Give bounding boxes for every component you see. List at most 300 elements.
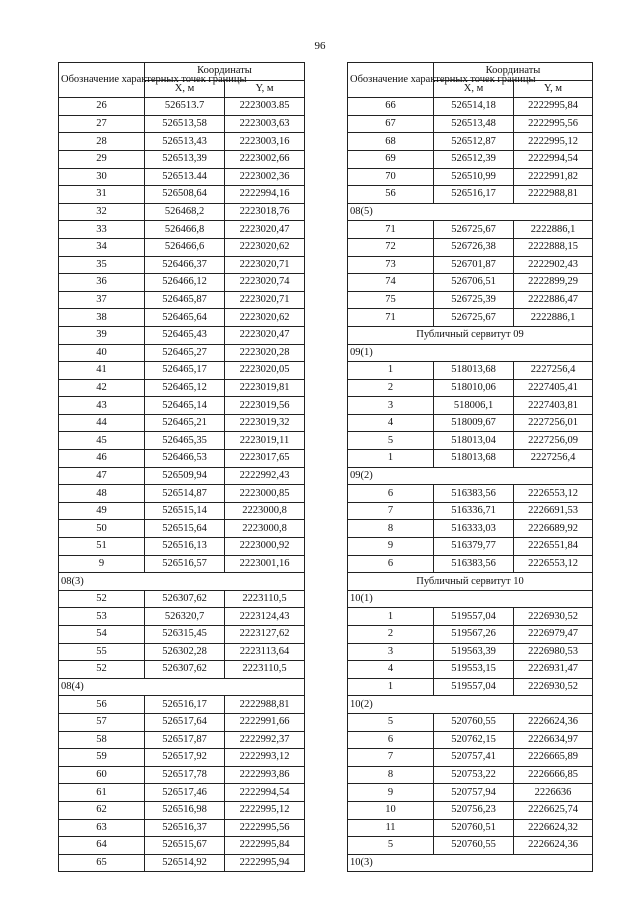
group-row	[348, 696, 593, 714]
table-row	[59, 133, 305, 151]
x-coordinate: 526307,62	[145, 590, 225, 608]
table-row	[59, 467, 305, 485]
x-coordinate: 519553,15	[434, 661, 514, 679]
group-row	[348, 854, 593, 872]
y-coordinate: 2222995,56	[514, 115, 593, 133]
y-coordinate: 2227256,09	[514, 432, 593, 450]
table-row	[59, 309, 305, 327]
point-number: 49	[59, 502, 145, 520]
table-row	[348, 766, 593, 784]
y-coordinate: 2226624,36	[514, 713, 593, 731]
x-coordinate: 518013,68	[434, 450, 514, 468]
table-row	[59, 696, 305, 714]
x-coordinate: 526465,12	[145, 379, 225, 397]
point-number: 40	[59, 344, 145, 362]
x-coordinate: 526466,8	[145, 221, 225, 239]
y-coordinate: 2222992,37	[225, 731, 305, 749]
point-number: 6	[348, 485, 434, 503]
x-coordinate: 526517,78	[145, 766, 225, 784]
y-coordinate: 2226553,12	[514, 555, 593, 573]
point-number: 9	[59, 555, 145, 573]
table-row	[348, 186, 593, 204]
table-row	[59, 626, 305, 644]
table-row	[59, 115, 305, 133]
y-coordinate: 2226551,84	[514, 538, 593, 556]
table-row	[348, 115, 593, 133]
x-coordinate: 520753,22	[434, 766, 514, 784]
point-number: 53	[59, 608, 145, 626]
y-coordinate: 2227256,01	[514, 414, 593, 432]
y-coordinate: 2222995,84	[514, 98, 593, 116]
x-coordinate: 526515,67	[145, 837, 225, 855]
table-row	[348, 133, 593, 151]
y-coordinate: 2222988,81	[225, 696, 305, 714]
x-coordinate: 516336,71	[434, 502, 514, 520]
point-number: 63	[59, 819, 145, 837]
point-number: 37	[59, 291, 145, 309]
table-row	[59, 555, 305, 573]
group-row	[348, 590, 593, 608]
x-coordinate: 526510,99	[434, 168, 514, 186]
x-coordinate: 520760,55	[434, 837, 514, 855]
table-row	[59, 538, 305, 556]
point-number: 7	[348, 502, 434, 520]
point-number: 9	[348, 538, 434, 556]
x-coordinate: 526516,98	[145, 801, 225, 819]
x-coordinate: 526466,12	[145, 274, 225, 292]
table-row	[59, 837, 305, 855]
section-title: Публичный сервитут 09	[348, 326, 593, 344]
y-coordinate: 2223019,81	[225, 379, 305, 397]
y-coordinate: 2222991,82	[514, 168, 593, 186]
y-coordinate: 2223000,8	[225, 520, 305, 538]
point-number: 33	[59, 221, 145, 239]
point-number: 1	[348, 362, 434, 380]
y-coordinate: 2226980,53	[514, 643, 593, 661]
y-coordinate: 2226624,32	[514, 819, 593, 837]
y-coordinate: 2223019,32	[225, 414, 305, 432]
right-coordinates-table	[347, 62, 593, 872]
point-number: 71	[348, 309, 434, 327]
table-row	[59, 274, 305, 292]
x-coordinate: 519557,04	[434, 608, 514, 626]
table-row	[59, 819, 305, 837]
x-coordinate: 518009,67	[434, 414, 514, 432]
y-coordinate: 2227256,4	[514, 450, 593, 468]
table-row	[348, 98, 593, 116]
x-coordinate: 526517,92	[145, 749, 225, 767]
table-row	[59, 291, 305, 309]
point-number: 4	[348, 414, 434, 432]
table-row	[59, 854, 305, 872]
header-coordinates: Координаты	[145, 63, 305, 81]
table-row	[59, 238, 305, 256]
x-coordinate: 526513.7	[145, 98, 225, 116]
table-row	[59, 203, 305, 221]
x-coordinate: 526465,64	[145, 309, 225, 327]
x-coordinate: 526514,92	[145, 854, 225, 872]
x-coordinate: 526725,39	[434, 291, 514, 309]
point-number: 48	[59, 485, 145, 503]
table-row	[59, 485, 305, 503]
y-coordinate: 2226666,85	[514, 766, 593, 784]
x-coordinate: 526302,28	[145, 643, 225, 661]
table-row	[348, 309, 593, 327]
table-row	[59, 643, 305, 661]
table-row	[59, 256, 305, 274]
x-coordinate: 516379,77	[434, 538, 514, 556]
table-row	[348, 168, 593, 186]
table-row	[348, 414, 593, 432]
header-x: X, м	[145, 80, 225, 98]
point-number: 36	[59, 274, 145, 292]
x-coordinate: 526465,27	[145, 344, 225, 362]
table-row	[348, 749, 593, 767]
table-row	[348, 731, 593, 749]
x-coordinate: 526513,48	[434, 115, 514, 133]
y-coordinate: 2223001,16	[225, 555, 305, 573]
point-number: 42	[59, 379, 145, 397]
table-row	[348, 801, 593, 819]
y-coordinate: 2223127,62	[225, 626, 305, 644]
table-row	[59, 344, 305, 362]
table-row	[348, 362, 593, 380]
y-coordinate: 2223020,47	[225, 221, 305, 239]
point-number: 54	[59, 626, 145, 644]
point-number: 29	[59, 150, 145, 168]
point-number: 68	[348, 133, 434, 151]
point-number: 61	[59, 784, 145, 802]
point-number: 6	[348, 555, 434, 573]
group-label: 08(5)	[348, 203, 593, 221]
section-row	[348, 573, 593, 591]
x-coordinate: 518006,1	[434, 397, 514, 415]
y-coordinate: 2223018,76	[225, 203, 305, 221]
table-row	[348, 555, 593, 573]
y-coordinate: 2222888,15	[514, 238, 593, 256]
point-number: 3	[348, 397, 434, 415]
point-number: 56	[348, 186, 434, 204]
table-row	[348, 274, 593, 292]
y-coordinate: 2226691,53	[514, 502, 593, 520]
x-coordinate: 526516,57	[145, 555, 225, 573]
table-row	[348, 432, 593, 450]
y-coordinate: 2223019,11	[225, 432, 305, 450]
left-coordinates-table	[58, 62, 305, 872]
group-row	[348, 344, 593, 362]
x-coordinate: 520756,23	[434, 801, 514, 819]
table-row	[348, 485, 593, 503]
x-coordinate: 526465,35	[145, 432, 225, 450]
y-coordinate: 2227405,41	[514, 379, 593, 397]
y-coordinate: 2223020,62	[225, 238, 305, 256]
y-coordinate: 2222899,29	[514, 274, 593, 292]
y-coordinate: 2222995,12	[514, 133, 593, 151]
table-row	[59, 414, 305, 432]
x-coordinate: 526512,87	[434, 133, 514, 151]
table-row	[348, 713, 593, 731]
x-coordinate: 526307,62	[145, 661, 225, 679]
point-number: 43	[59, 397, 145, 415]
table-row	[59, 661, 305, 679]
table-row	[59, 749, 305, 767]
table-row	[348, 608, 593, 626]
x-coordinate: 526515,14	[145, 502, 225, 520]
table-row	[348, 502, 593, 520]
point-number: 71	[348, 221, 434, 239]
x-coordinate: 519557,04	[434, 678, 514, 696]
table-row	[348, 661, 593, 679]
table-row	[59, 379, 305, 397]
y-coordinate: 2222988,81	[514, 186, 593, 204]
y-coordinate: 2223020,71	[225, 256, 305, 274]
point-number: 56	[59, 696, 145, 714]
point-number: 46	[59, 450, 145, 468]
point-number: 4	[348, 661, 434, 679]
y-coordinate: 2223003.85	[225, 98, 305, 116]
x-coordinate: 526466,53	[145, 450, 225, 468]
point-number: 27	[59, 115, 145, 133]
y-coordinate: 2222886,1	[514, 221, 593, 239]
point-number: 45	[59, 432, 145, 450]
point-number: 26	[59, 98, 145, 116]
point-number: 52	[59, 661, 145, 679]
y-coordinate: 2222886,1	[514, 309, 593, 327]
x-coordinate: 520760,51	[434, 819, 514, 837]
y-coordinate: 2226930,52	[514, 608, 593, 626]
point-number: 1	[348, 678, 434, 696]
point-number: 65	[59, 854, 145, 872]
y-coordinate: 2222995,84	[225, 837, 305, 855]
header-x: X, м	[434, 80, 514, 98]
y-coordinate: 2223110,5	[225, 661, 305, 679]
y-coordinate: 2223000,8	[225, 502, 305, 520]
point-number: 39	[59, 326, 145, 344]
header-y: Y, м	[225, 80, 305, 98]
y-coordinate: 2223020,05	[225, 362, 305, 380]
table-row	[348, 837, 593, 855]
x-coordinate: 519567,26	[434, 626, 514, 644]
point-number: 8	[348, 520, 434, 538]
x-coordinate: 526516,17	[434, 186, 514, 204]
x-coordinate: 518013,04	[434, 432, 514, 450]
section-row	[348, 326, 593, 344]
point-number: 1	[348, 608, 434, 626]
section-title: Публичный сервитут 10	[348, 573, 593, 591]
table-row	[59, 801, 305, 819]
table-row	[348, 150, 593, 168]
y-coordinate: 2226636	[514, 784, 593, 802]
table-row	[59, 432, 305, 450]
point-number: 55	[59, 643, 145, 661]
group-row	[59, 573, 305, 591]
point-number: 51	[59, 538, 145, 556]
table-row	[59, 608, 305, 626]
point-number: 7	[348, 749, 434, 767]
y-coordinate: 2223002,66	[225, 150, 305, 168]
y-coordinate: 2223124,43	[225, 608, 305, 626]
x-coordinate: 526516,13	[145, 538, 225, 556]
table-row	[348, 678, 593, 696]
group-label: 09(2)	[348, 467, 593, 485]
y-coordinate: 2226625,74	[514, 801, 593, 819]
point-number: 62	[59, 801, 145, 819]
y-coordinate: 2226634,97	[514, 731, 593, 749]
point-number: 28	[59, 133, 145, 151]
point-number: 75	[348, 291, 434, 309]
x-coordinate: 526517,64	[145, 713, 225, 731]
table-row	[59, 520, 305, 538]
group-label: 08(4)	[59, 678, 305, 696]
x-coordinate: 526468,2	[145, 203, 225, 221]
point-number: 67	[348, 115, 434, 133]
point-number: 47	[59, 467, 145, 485]
x-coordinate: 520757,94	[434, 784, 514, 802]
table-row	[348, 643, 593, 661]
group-label: 10(3)	[348, 854, 593, 872]
table-row	[348, 626, 593, 644]
table-row	[59, 98, 305, 116]
point-number: 60	[59, 766, 145, 784]
table-row	[348, 819, 593, 837]
point-number: 11	[348, 819, 434, 837]
y-coordinate: 2223020,71	[225, 291, 305, 309]
x-coordinate: 526725,67	[434, 309, 514, 327]
x-coordinate: 526465,87	[145, 291, 225, 309]
y-coordinate: 2226930,52	[514, 678, 593, 696]
point-number: 9	[348, 784, 434, 802]
x-coordinate: 526513,58	[145, 115, 225, 133]
point-number: 10	[348, 801, 434, 819]
y-coordinate: 2227256,4	[514, 362, 593, 380]
point-number: 35	[59, 256, 145, 274]
x-coordinate: 526465,43	[145, 326, 225, 344]
x-coordinate: 520760,55	[434, 713, 514, 731]
x-coordinate: 526320,7	[145, 608, 225, 626]
group-label: 09(1)	[348, 344, 593, 362]
point-number: 74	[348, 274, 434, 292]
y-coordinate: 2222995,94	[225, 854, 305, 872]
x-coordinate: 526465,14	[145, 397, 225, 415]
x-coordinate: 516333,03	[434, 520, 514, 538]
page-number: 96	[314, 40, 326, 52]
table-row	[348, 256, 593, 274]
y-coordinate: 2223020,47	[225, 326, 305, 344]
table-row	[59, 713, 305, 731]
y-coordinate: 2227403,81	[514, 397, 593, 415]
x-coordinate: 526465,21	[145, 414, 225, 432]
point-number: 64	[59, 837, 145, 855]
header-coordinates: Координаты	[434, 63, 593, 81]
y-coordinate: 2226979,47	[514, 626, 593, 644]
table-row	[59, 731, 305, 749]
point-number: 5	[348, 713, 434, 731]
table-row	[59, 766, 305, 784]
x-coordinate: 526466,6	[145, 238, 225, 256]
y-coordinate: 2223000,92	[225, 538, 305, 556]
header-y: Y, м	[514, 80, 593, 98]
y-coordinate: 2223113,64	[225, 643, 305, 661]
y-coordinate: 2223020,74	[225, 274, 305, 292]
x-coordinate: 526517,87	[145, 731, 225, 749]
table-row	[59, 221, 305, 239]
x-coordinate: 526701,87	[434, 256, 514, 274]
table-row	[348, 291, 593, 309]
x-coordinate: 526513.44	[145, 168, 225, 186]
x-coordinate: 526508,64	[145, 186, 225, 204]
x-coordinate: 516383,56	[434, 555, 514, 573]
table-row	[348, 221, 593, 239]
x-coordinate: 526516,37	[145, 819, 225, 837]
x-coordinate: 520762,15	[434, 731, 514, 749]
x-coordinate: 526466,37	[145, 256, 225, 274]
point-number: 5	[348, 432, 434, 450]
y-coordinate: 2223019,56	[225, 397, 305, 415]
x-coordinate: 526514,87	[145, 485, 225, 503]
point-number: 52	[59, 590, 145, 608]
point-number: 34	[59, 238, 145, 256]
table-row	[348, 538, 593, 556]
point-number: 50	[59, 520, 145, 538]
table-row	[59, 590, 305, 608]
table-row	[59, 784, 305, 802]
y-coordinate: 2223003,63	[225, 115, 305, 133]
table-row	[348, 238, 593, 256]
group-label: 10(1)	[348, 590, 593, 608]
point-number: 6	[348, 731, 434, 749]
x-coordinate: 518010,06	[434, 379, 514, 397]
x-coordinate: 526465,17	[145, 362, 225, 380]
x-coordinate: 526315,45	[145, 626, 225, 644]
table-row	[348, 784, 593, 802]
point-number: 69	[348, 150, 434, 168]
table-row	[348, 450, 593, 468]
y-coordinate: 2226689,92	[514, 520, 593, 538]
point-number: 8	[348, 766, 434, 784]
table-row	[59, 397, 305, 415]
group-row	[348, 203, 593, 221]
y-coordinate: 2223017,65	[225, 450, 305, 468]
point-number: 41	[59, 362, 145, 380]
y-coordinate: 2222995,12	[225, 801, 305, 819]
group-row	[348, 467, 593, 485]
point-number: 31	[59, 186, 145, 204]
y-coordinate: 2226553,12	[514, 485, 593, 503]
y-coordinate: 2223000,85	[225, 485, 305, 503]
point-number: 58	[59, 731, 145, 749]
x-coordinate: 526513,39	[145, 150, 225, 168]
x-coordinate: 526513,43	[145, 133, 225, 151]
table-row	[59, 168, 305, 186]
group-label: 10(2)	[348, 696, 593, 714]
y-coordinate: 2222902,43	[514, 256, 593, 274]
table-row	[59, 502, 305, 520]
group-label: 08(3)	[59, 573, 305, 591]
table-row	[348, 520, 593, 538]
point-number: 3	[348, 643, 434, 661]
point-number: 30	[59, 168, 145, 186]
x-coordinate: 526726,38	[434, 238, 514, 256]
table-row	[59, 362, 305, 380]
table-row	[348, 379, 593, 397]
y-coordinate: 2222992,43	[225, 467, 305, 485]
point-number: 2	[348, 626, 434, 644]
y-coordinate: 2226665,89	[514, 749, 593, 767]
x-coordinate: 526516,17	[145, 696, 225, 714]
x-coordinate: 520757,41	[434, 749, 514, 767]
point-number: 72	[348, 238, 434, 256]
y-coordinate: 2223003,16	[225, 133, 305, 151]
